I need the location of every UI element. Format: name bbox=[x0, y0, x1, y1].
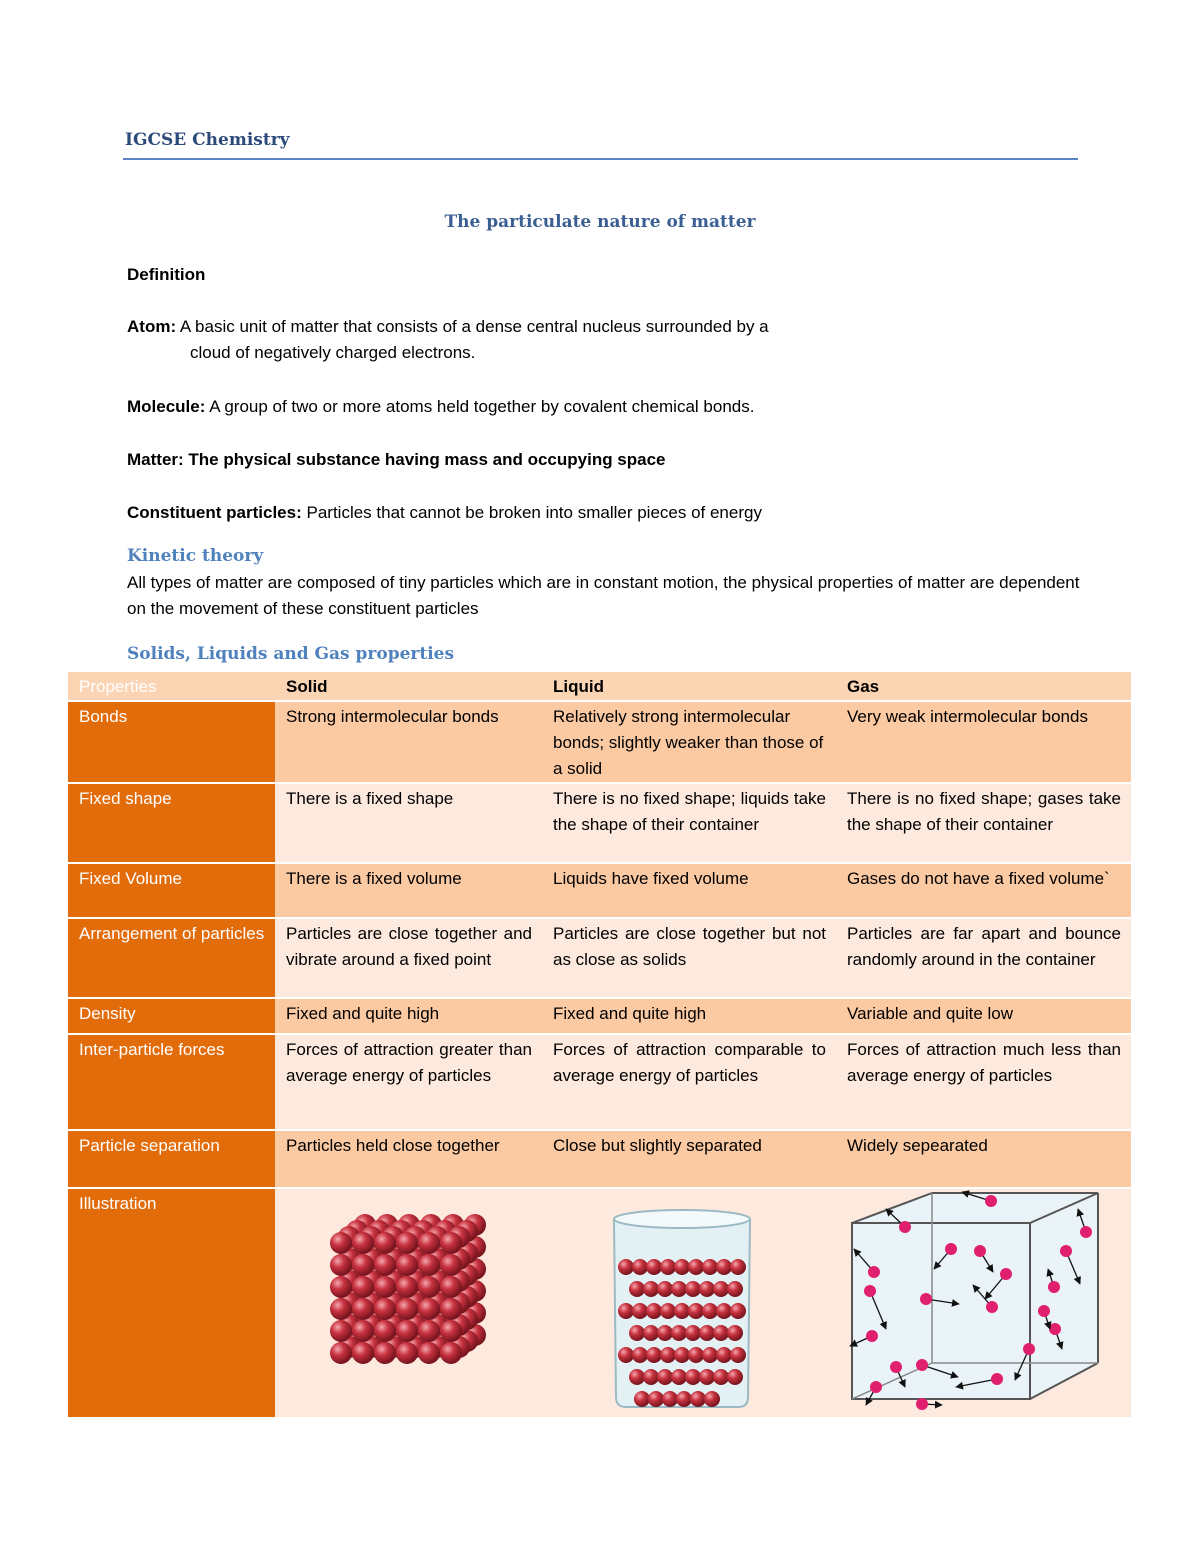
solid-cell: Particles held close together bbox=[275, 1130, 542, 1188]
solid-cell: There is a fixed shape bbox=[275, 783, 542, 863]
liquid-particle bbox=[699, 1325, 715, 1341]
liquid-particle bbox=[660, 1259, 676, 1275]
liquid-particle bbox=[704, 1391, 720, 1407]
matter-definition bbox=[127, 447, 666, 473]
solid-illustration-cell bbox=[275, 1188, 542, 1418]
solid-particle bbox=[396, 1298, 418, 1320]
row-label: Particle separation bbox=[68, 1130, 275, 1188]
solid-particle bbox=[418, 1276, 440, 1298]
liquid-particle bbox=[699, 1369, 715, 1385]
liquid-particle bbox=[688, 1259, 704, 1275]
liquid-particle bbox=[671, 1325, 687, 1341]
gas-cell: There is no fixed shape; gases take the shape of their container bbox=[836, 783, 1131, 863]
atom-text-continued: cloud of negatively charged electrons. bbox=[190, 343, 476, 362]
liquid-particle bbox=[685, 1369, 701, 1385]
gas-cell: Widely sepearated bbox=[836, 1130, 1131, 1188]
solid-particle bbox=[352, 1276, 374, 1298]
liquid-cell: There is no fixed shape; liquids take the shape of their container bbox=[542, 783, 836, 863]
matter-term: Matter: bbox=[127, 450, 184, 469]
liquid-particle bbox=[690, 1391, 706, 1407]
solid-particle bbox=[440, 1320, 462, 1342]
table-row-inter-particle-forces bbox=[68, 1034, 1131, 1130]
liquid-cell: Close but slightly separated bbox=[542, 1130, 836, 1188]
molecule-definition bbox=[127, 394, 754, 420]
solid-particle bbox=[440, 1254, 462, 1276]
table-header-row bbox=[68, 672, 1131, 701]
solid-cell: There is a fixed volume bbox=[275, 863, 542, 918]
liquid-particle bbox=[727, 1281, 743, 1297]
row-label: Inter-particle forces bbox=[68, 1034, 275, 1130]
solid-particle bbox=[440, 1276, 462, 1298]
solid-particle bbox=[418, 1342, 440, 1364]
gas-particle bbox=[991, 1373, 1003, 1385]
liquid-particles-illustration bbox=[542, 1189, 836, 1415]
liquid-particle bbox=[657, 1325, 673, 1341]
solid-particle bbox=[418, 1298, 440, 1320]
liquid-particle bbox=[618, 1259, 634, 1275]
row-label: Bonds bbox=[68, 701, 275, 783]
liquid-particle bbox=[646, 1347, 662, 1363]
solid-particle bbox=[352, 1320, 374, 1342]
gas-particle bbox=[974, 1245, 986, 1257]
solid-particle bbox=[330, 1342, 352, 1364]
gas-particle bbox=[1023, 1343, 1035, 1355]
gas-particle bbox=[986, 1301, 998, 1313]
liquid-particle bbox=[660, 1347, 676, 1363]
gas-particle bbox=[1049, 1323, 1061, 1335]
gas-particle bbox=[868, 1266, 880, 1278]
liquid-particle bbox=[699, 1281, 715, 1297]
liquid-particle bbox=[632, 1259, 648, 1275]
solid-particle bbox=[396, 1342, 418, 1364]
constituent-text: Particles that cannot be broken into smaller pieces of energy bbox=[306, 503, 762, 522]
gas-cell: Forces of attraction much less than average energy of particles bbox=[836, 1034, 1131, 1130]
properties-table bbox=[68, 672, 1131, 1419]
liquid-cell: Relatively strong intermolecular bonds; slightly weaker than those of a solid bbox=[542, 701, 836, 783]
liquid-particle bbox=[632, 1347, 648, 1363]
solid-particle bbox=[374, 1276, 396, 1298]
header-rule bbox=[123, 158, 1078, 160]
solid-cell: Strong intermolecular bonds bbox=[275, 701, 542, 783]
solid-particle bbox=[396, 1254, 418, 1276]
gas-particle bbox=[866, 1330, 878, 1342]
liquid-particle bbox=[671, 1369, 687, 1385]
table-row-arrangement bbox=[68, 918, 1131, 998]
gas-particle bbox=[920, 1293, 932, 1305]
solid-particle bbox=[396, 1320, 418, 1342]
liquid-particle bbox=[716, 1259, 732, 1275]
liquid-particle bbox=[648, 1391, 664, 1407]
solid-particle bbox=[352, 1342, 374, 1364]
gas-cell: Very weak intermolecular bonds bbox=[836, 701, 1131, 783]
liquid-particle bbox=[646, 1259, 662, 1275]
liquid-particle bbox=[629, 1281, 645, 1297]
solid-particle bbox=[440, 1298, 462, 1320]
solid-cell: Forces of attraction greater than average energy of particles bbox=[275, 1034, 542, 1130]
solid-particle bbox=[330, 1254, 352, 1276]
gas-particle bbox=[916, 1359, 928, 1371]
liquid-particle bbox=[685, 1325, 701, 1341]
table-row-fixed-shape bbox=[68, 783, 1131, 863]
table-row-density bbox=[68, 998, 1131, 1034]
table-row-fixed-volume bbox=[68, 863, 1131, 918]
atom-term: Atom: bbox=[127, 317, 177, 336]
liquid-particle bbox=[676, 1391, 692, 1407]
kinetic-text: All types of matter are composed of tiny particles which are in constant motion, the physical properties of matter are dependent on the movement of these constituent particles bbox=[127, 573, 1080, 618]
gas-particle bbox=[1000, 1268, 1012, 1280]
liquid-particle bbox=[716, 1347, 732, 1363]
row-label: Fixed Volume bbox=[68, 863, 275, 918]
kinetic-heading: Kinetic theory bbox=[127, 546, 264, 566]
gas-particle bbox=[1038, 1305, 1050, 1317]
liquid-particle bbox=[643, 1369, 659, 1385]
table-row-bonds bbox=[68, 701, 1131, 783]
matter-text: The physical substance having mass and occupying space bbox=[188, 450, 666, 469]
liquid-particle bbox=[702, 1303, 718, 1319]
solid-particle bbox=[330, 1276, 352, 1298]
liquid-particle bbox=[688, 1303, 704, 1319]
row-label: Illustration bbox=[68, 1188, 275, 1418]
liquid-particle bbox=[657, 1281, 673, 1297]
definition-heading: Definition bbox=[127, 265, 206, 284]
column-header-solid: Solid bbox=[275, 672, 542, 701]
liquid-particle bbox=[730, 1347, 746, 1363]
atom-text: A basic unit of matter that consists of a dense central nucleus surrounded by a bbox=[179, 317, 769, 336]
liquid-cell: Particles are close together but not as close as solids bbox=[542, 918, 836, 998]
solid-particle bbox=[374, 1320, 396, 1342]
solid-particle bbox=[330, 1320, 352, 1342]
solid-particle bbox=[374, 1254, 396, 1276]
table-heading: Solids, Liquids and Gas properties bbox=[127, 644, 455, 664]
gas-particle bbox=[864, 1285, 876, 1297]
liquid-particle bbox=[674, 1259, 690, 1275]
column-header-liquid: Liquid bbox=[542, 672, 836, 701]
liquid-particle bbox=[713, 1325, 729, 1341]
solid-particle bbox=[418, 1254, 440, 1276]
gas-particle bbox=[890, 1361, 902, 1373]
liquid-particle bbox=[713, 1281, 729, 1297]
liquid-particle bbox=[629, 1369, 645, 1385]
gas-particle bbox=[945, 1243, 957, 1255]
solid-particle bbox=[352, 1254, 374, 1276]
liquid-particle bbox=[662, 1391, 678, 1407]
row-label: Density bbox=[68, 998, 275, 1034]
document-header: IGCSE Chemistry bbox=[125, 130, 290, 150]
liquid-particle bbox=[618, 1303, 634, 1319]
gas-particle bbox=[1080, 1226, 1092, 1238]
liquid-particle bbox=[643, 1325, 659, 1341]
gas-particle bbox=[916, 1398, 928, 1410]
liquid-particle bbox=[727, 1325, 743, 1341]
liquid-particle bbox=[671, 1281, 687, 1297]
liquid-particle bbox=[629, 1325, 645, 1341]
solid-particle bbox=[418, 1232, 440, 1254]
solid-particle bbox=[440, 1232, 462, 1254]
gas-cell: Gases do not have a fixed volume` bbox=[836, 863, 1131, 918]
liquid-particle bbox=[618, 1347, 634, 1363]
row-label: Fixed shape bbox=[68, 783, 275, 863]
solid-particle bbox=[418, 1320, 440, 1342]
liquid-illustration-cell bbox=[542, 1188, 836, 1418]
liquid-particle bbox=[632, 1303, 648, 1319]
liquid-cell: Liquids have fixed volume bbox=[542, 863, 836, 918]
gas-particle bbox=[1060, 1245, 1072, 1257]
gas-particle bbox=[899, 1221, 911, 1233]
gas-particle bbox=[870, 1381, 882, 1393]
liquid-cell: Fixed and quite high bbox=[542, 998, 836, 1034]
liquid-particle bbox=[702, 1347, 718, 1363]
page-title: The particulate nature of matter bbox=[444, 212, 756, 232]
gas-particle bbox=[985, 1195, 997, 1207]
solid-particle bbox=[440, 1342, 462, 1364]
solid-particles-illustration bbox=[275, 1189, 542, 1415]
liquid-particle bbox=[702, 1259, 718, 1275]
solid-particle bbox=[330, 1298, 352, 1320]
liquid-particle bbox=[657, 1369, 673, 1385]
liquid-particle bbox=[643, 1281, 659, 1297]
table-row-particle-separation bbox=[68, 1130, 1131, 1188]
liquid-particle bbox=[730, 1303, 746, 1319]
solid-particle bbox=[396, 1276, 418, 1298]
liquid-particle bbox=[716, 1303, 732, 1319]
solid-particle bbox=[352, 1298, 374, 1320]
solid-particle bbox=[330, 1232, 352, 1254]
constituent-definition bbox=[127, 500, 762, 526]
liquid-particle bbox=[730, 1259, 746, 1275]
liquid-particle bbox=[674, 1347, 690, 1363]
molecule-text: A group of two or more atoms held together by covalent chemical bonds. bbox=[209, 397, 755, 416]
gas-cell: Variable and quite low bbox=[836, 998, 1131, 1034]
liquid-particle bbox=[660, 1303, 676, 1319]
liquid-particle bbox=[674, 1303, 690, 1319]
solid-cell: Particles are close together and vibrate around a fixed point bbox=[275, 918, 542, 998]
gas-particles-illustration bbox=[836, 1189, 1131, 1415]
constituent-term: Constituent particles: bbox=[127, 503, 302, 522]
solid-particle bbox=[374, 1342, 396, 1364]
row-label: Arrangement of particles bbox=[68, 918, 275, 998]
liquid-particle bbox=[634, 1391, 650, 1407]
gas-particle bbox=[1048, 1281, 1060, 1293]
solid-particle bbox=[396, 1232, 418, 1254]
atom-definition bbox=[127, 314, 769, 340]
gas-illustration-cell bbox=[836, 1188, 1131, 1418]
solid-particle bbox=[374, 1232, 396, 1254]
table-row-illustration bbox=[68, 1188, 1131, 1418]
liquid-particle bbox=[685, 1281, 701, 1297]
column-header-properties: Properties bbox=[68, 672, 275, 701]
liquid-particle bbox=[727, 1369, 743, 1385]
solid-particle bbox=[352, 1232, 374, 1254]
molecule-term: Molecule: bbox=[127, 397, 206, 416]
liquid-particle bbox=[713, 1369, 729, 1385]
liquid-cell: Forces of attraction comparable to average energy of particles bbox=[542, 1034, 836, 1130]
solid-particle bbox=[374, 1298, 396, 1320]
gas-cell: Particles are far apart and bounce randomly around in the container bbox=[836, 918, 1131, 998]
liquid-particle bbox=[688, 1347, 704, 1363]
column-header-gas: Gas bbox=[836, 672, 1131, 701]
solid-cell: Fixed and quite high bbox=[275, 998, 542, 1034]
liquid-particle bbox=[646, 1303, 662, 1319]
